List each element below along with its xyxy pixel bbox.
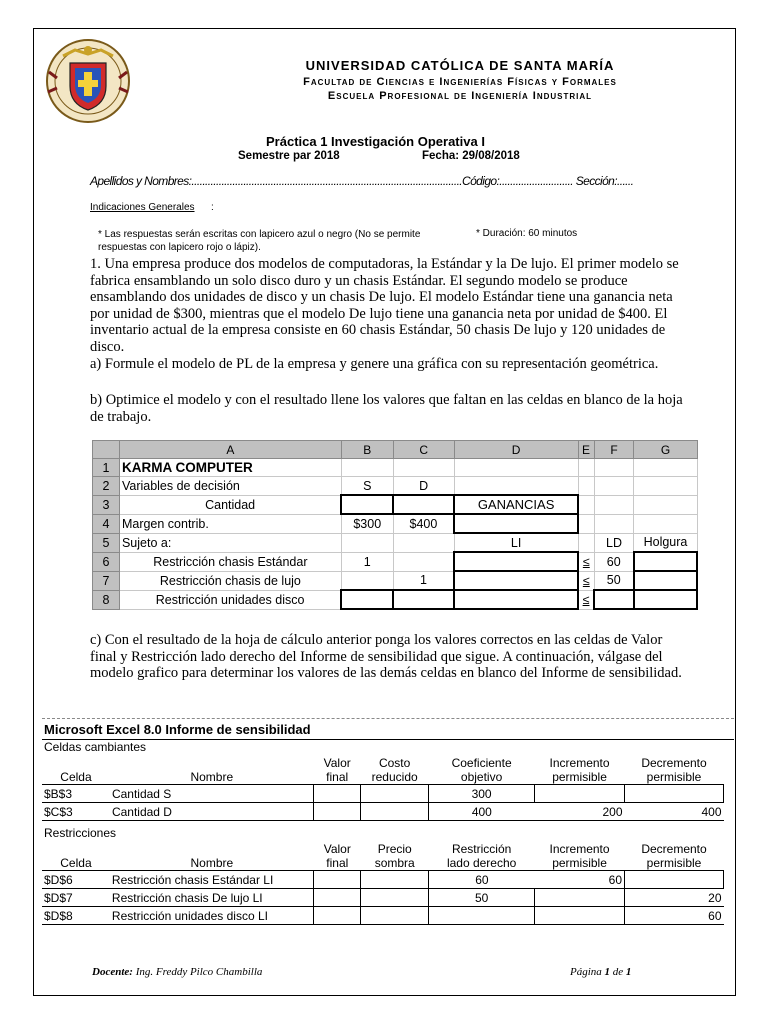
- costo-reducido-blank[interactable]: [361, 785, 429, 803]
- rhs-blank[interactable]: [429, 907, 535, 925]
- decremento-blank[interactable]: [625, 871, 724, 889]
- slack-header: Holgura: [634, 533, 697, 552]
- question-a: a) Formule el modelo de PL de la empresa y genere una gráfica con su representación geométrica.: [90, 356, 659, 372]
- row-header: 7: [93, 571, 120, 590]
- ld-header: LD: [594, 533, 634, 552]
- var-row-d: [42, 803, 724, 821]
- cell-d6-blank[interactable]: [454, 552, 578, 571]
- instructions-heading: Indicaciones Generales: [90, 202, 195, 213]
- cell-f8-blank[interactable]: [594, 590, 634, 609]
- col-header-e: E: [578, 441, 594, 459]
- report-title: Microsoft Excel 8.0 Informe de sensibilidad: [44, 722, 311, 737]
- sheet-row-6: [93, 552, 698, 571]
- row-header: 8: [93, 590, 120, 609]
- valor-final-blank[interactable]: [314, 785, 361, 803]
- changing-cells-header: [42, 756, 724, 785]
- sheet-row-4: [93, 514, 698, 533]
- cell-b3-blank[interactable]: [341, 495, 393, 514]
- incremento-blank[interactable]: [535, 907, 625, 925]
- exam-title: Práctica 1 Investigación Operativa I: [266, 134, 485, 149]
- profit-label: GANANCIAS: [454, 495, 578, 514]
- cell-ref: $C$3: [42, 803, 110, 821]
- question-c: c) Con el resultado de la hoja de cálculo anterior ponga los valores correctos en las celdas de Valor final y Restricción lado derecho del Informe de sensibilidad que sigue. A continuación, válgase del modelo grafico para determinar los valores de las demás celdas en blanco del Informe de sensibilidad.: [90, 632, 682, 681]
- h-precio-sombra: Precio sombra: [361, 842, 429, 871]
- cell-d4-blank[interactable]: [454, 514, 578, 533]
- constraint-1-s: 1: [341, 552, 393, 571]
- valor-final-blank[interactable]: [314, 907, 361, 925]
- col-header-b: B: [341, 441, 393, 459]
- question-b: b) Optimice el modelo y con el resultado llene los valores que faltan en las celdas en blanco de la hoja de trabajo.: [90, 392, 683, 425]
- var-s: S: [341, 477, 393, 496]
- con-row-1: [42, 871, 724, 889]
- cell-ref: $D$8: [42, 907, 110, 925]
- sheet-row-7: [93, 571, 698, 590]
- teacher-name: Ing. Freddy Pilco Chambilla: [135, 966, 263, 978]
- h-nombre: Nombre: [110, 842, 314, 871]
- h-coef-objetivo: Coeficiente objetivo: [429, 756, 535, 785]
- margin-d: $400: [393, 514, 454, 533]
- changing-cells-table: [42, 756, 724, 821]
- student-info-line: Apellidos y Nombres:...................................................................................................Código:........................... Sección:......: [90, 174, 634, 188]
- instructions-colon: :: [211, 202, 214, 213]
- constraint-1-label: Restricción chasis Estándar: [119, 552, 341, 571]
- constraint-1-ld: 60: [594, 552, 634, 571]
- row-header: 4: [93, 514, 120, 533]
- leq-symbol: ≤: [578, 590, 594, 609]
- cell-ref: $D$6: [42, 871, 110, 889]
- report-top-rule: [42, 718, 734, 719]
- col-header-g: G: [634, 441, 697, 459]
- decremento-blank[interactable]: [625, 785, 724, 803]
- col-header-c: C: [393, 441, 454, 459]
- sheet-row-3: [93, 495, 698, 514]
- precio-sombra-blank[interactable]: [361, 871, 429, 889]
- instruction-pen: * Las respuestas serán escritas con lapicero azul o negro (No se permite respuestas con lapicero rojo o lápiz).: [98, 229, 421, 253]
- cell-g8-blank[interactable]: [634, 590, 697, 609]
- precio-sombra-blank[interactable]: [361, 907, 429, 925]
- precio-sombra-blank[interactable]: [361, 889, 429, 907]
- row-header: 6: [93, 552, 120, 571]
- row-header: 1: [93, 459, 120, 477]
- constraints-table: [42, 842, 724, 925]
- valor-final-blank[interactable]: [314, 871, 361, 889]
- margin-s: $300: [341, 514, 393, 533]
- h-decremento: Decremento permisible: [625, 756, 724, 785]
- h-celda: Celda: [42, 842, 110, 871]
- constraint-2-label: Restricción chasis de lujo: [119, 571, 341, 590]
- valor-final-blank[interactable]: [314, 889, 361, 907]
- leq-symbol: ≤: [578, 552, 594, 571]
- footer-page: Página 1 de 1: [570, 966, 632, 978]
- h-celda: Celda: [42, 756, 110, 785]
- rhs-value: 50: [429, 889, 535, 907]
- rhs-value: 60: [429, 871, 535, 889]
- constraints-label: Restricciones: [44, 826, 117, 840]
- con-row-3: [42, 907, 724, 925]
- con-row-2: [42, 889, 724, 907]
- costo-reducido-blank[interactable]: [361, 803, 429, 821]
- valor-final-blank[interactable]: [314, 803, 361, 821]
- incremento-value: 60: [535, 871, 625, 889]
- cell-name: Restricción chasis De lujo LI: [110, 889, 314, 907]
- incremento-blank[interactable]: [535, 889, 625, 907]
- university-name: UNIVERSIDAD CATÓLICA DE SANTA MARÍA: [305, 58, 615, 73]
- var-row-s: [42, 785, 724, 803]
- decremento-value: 400: [625, 803, 724, 821]
- constraints-header: [42, 842, 724, 871]
- cell-name: Cantidad D: [110, 803, 314, 821]
- incremento-blank[interactable]: [535, 785, 625, 803]
- faculty-name: Facultad de Ciencias e Ingenierías Físicas y Formales: [303, 76, 617, 88]
- university-crest-icon: [45, 38, 131, 124]
- exam-date: Fecha: 29/08/2018: [422, 150, 520, 162]
- li-header: LI: [454, 533, 578, 552]
- cell-name: Restricción unidades disco LI: [110, 907, 314, 925]
- teacher-label: Docente:: [92, 966, 133, 978]
- cell-b8-blank[interactable]: [341, 590, 393, 609]
- h-decremento: Decremento permisible: [625, 842, 724, 871]
- margin-label: Margen contrib.: [119, 514, 341, 533]
- cell-d7-blank[interactable]: [454, 571, 578, 590]
- col-header-f: F: [594, 441, 634, 459]
- cell-ref: $D$7: [42, 889, 110, 907]
- var-d: D: [393, 477, 454, 496]
- h-costo-reducido: Costo reducido: [361, 756, 429, 785]
- constraint-3-label: Restricción unidades disco: [119, 590, 341, 609]
- cell-g7-blank[interactable]: [634, 571, 697, 590]
- instruction-duration: * Duración: 60 minutos: [476, 228, 578, 239]
- row-header: 3: [93, 495, 120, 514]
- sheet-row-1: [93, 459, 698, 477]
- col-header-a: A: [119, 441, 341, 459]
- sheet-row-5: [93, 533, 698, 552]
- row-header: 2: [93, 477, 120, 496]
- col-header-d: D: [454, 441, 578, 459]
- decremento-value: 20: [625, 889, 724, 907]
- sheet-row-8: [93, 590, 698, 609]
- constraint-2-d: 1: [393, 571, 454, 590]
- cell-g6-blank[interactable]: [634, 552, 697, 571]
- h-restriccion-ld: Restricción lado derecho: [429, 842, 535, 871]
- page-total: 1: [625, 966, 632, 978]
- column-header-row: [93, 441, 698, 459]
- h-incremento: Incremento permisible: [535, 842, 625, 871]
- cell-name: Restricción chasis Estándar LI: [110, 871, 314, 889]
- subject-to-label: Sujeto a:: [119, 533, 341, 552]
- cell-d8-blank[interactable]: [454, 590, 578, 609]
- coef-objetivo: 300: [429, 785, 535, 803]
- coef-objetivo: 400: [429, 803, 535, 821]
- h-valor-final: Valor final: [314, 756, 361, 785]
- footer-teacher: [92, 966, 262, 978]
- changing-cells-label: Celdas cambiantes: [44, 740, 147, 754]
- decremento-value: 60: [625, 907, 724, 925]
- problem-statement: 1. Una empresa produce dos modelos de computadoras, la Estándar y la De lujo. El primer modelo se fabrica ensamblando un solo disco duro y un chasis Estándar. El segundo modelo se produce ensamblando dos unidades de disco y un chasis De lujo. El modelo Estándar tiene una ganancia neta por unidad de $300, mientras que el modelo De lujo tiene una ganancia neta por unidad de $400. El inventario actual de la empresa consiste en 60 chasis Estándar, 50 chasis De lujo y 120 unidades de disco.: [90, 256, 679, 355]
- decision-vars-label: Variables de decisión: [119, 477, 341, 496]
- cell-c3-blank[interactable]: [393, 495, 454, 514]
- sheet-title: KARMA COMPUTER: [119, 459, 341, 477]
- incremento-value: 200: [535, 803, 625, 821]
- cell-c8-blank[interactable]: [393, 590, 454, 609]
- cell-ref: $B$3: [42, 785, 110, 803]
- cell-name: Cantidad S: [110, 785, 314, 803]
- page-number: 1: [604, 966, 611, 978]
- row-header: 5: [93, 533, 120, 552]
- h-incremento: Incremento permisible: [535, 756, 625, 785]
- worksheet-table: [92, 440, 698, 610]
- semester: Semestre par 2018: [238, 150, 340, 162]
- corner-cell: [93, 441, 120, 459]
- school-name: Escuela Profesional de Ingeniería Industrial: [327, 90, 593, 102]
- leq-symbol: ≤: [578, 571, 594, 590]
- h-valor-final: Valor final: [314, 842, 361, 871]
- quantity-label: Cantidad: [119, 495, 341, 514]
- h-nombre: Nombre: [110, 756, 314, 785]
- constraint-2-ld: 50: [594, 571, 634, 590]
- sheet-row-2: [93, 477, 698, 496]
